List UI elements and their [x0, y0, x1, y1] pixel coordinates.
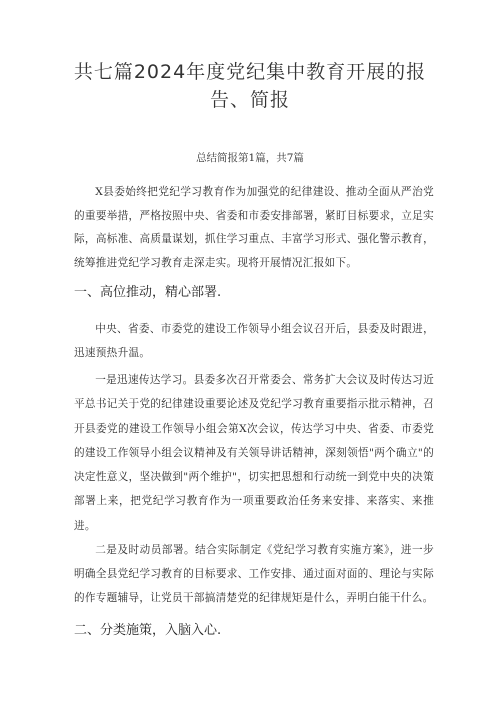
- document-subtitle: 总结简报第1篇，共7篇: [196, 152, 304, 164]
- document-title: 共七篇2024年度党纪集中教育开展的报告、简报: [73, 61, 427, 111]
- intro-paragraph: X县委始终把党纪学习教育作为加强党的纪律建设、推动全面从严治党的重要举措，严格按照中央、省委和市委安排部署，紧盯目标要求，立足实际，高标准、高质量谋划，抓住学习重点、丰富学习形式、强化警示教育，统筹推进党纪学习教育走深走实。现将开展情况汇报如下。: [74, 186, 434, 269]
- section-heading-2: 二、分类施策，入脑入心.: [74, 623, 222, 638]
- section-heading-1: 一、高位推动，精心部署.: [74, 285, 222, 300]
- section1-paragraph-3: 二是及时动员部署。结合实际制定《党纪学习教育实施方案》，进一步明确全县党纪学习教育的目标要求、工作安排、通过面对面的、理论与实际的作专题辅导，让党员干部搞清楚党的纪律规矩是什么，弄明白能干什么。: [74, 544, 434, 604]
- section1-paragraph-1: 中央、省委、市委党的建设工作领导小组会议召开后，县委及时跟进，迅速预热升温。: [74, 323, 434, 359]
- section1-paragraph-2: 一是迅速传达学习。县委多次召开常委会、常务扩大会议及时传达习近平总书记关于党的纪律建设重要论述及党纪学习教育重要指示批示精神，召开县委党的建设工作领导小组会第X次会议，传达学习中央、省委、市委党的建设工作领导小组会议精神及有关领导讲话精神，深刻领悟"两个确立"的决定性意义，坚决做到"两个维护"，切实把思想和行动统一到党中央的决策部署上来，把党纪学习教育作为一项重要政治任务来安排、来落实、来推进。: [74, 374, 434, 532]
